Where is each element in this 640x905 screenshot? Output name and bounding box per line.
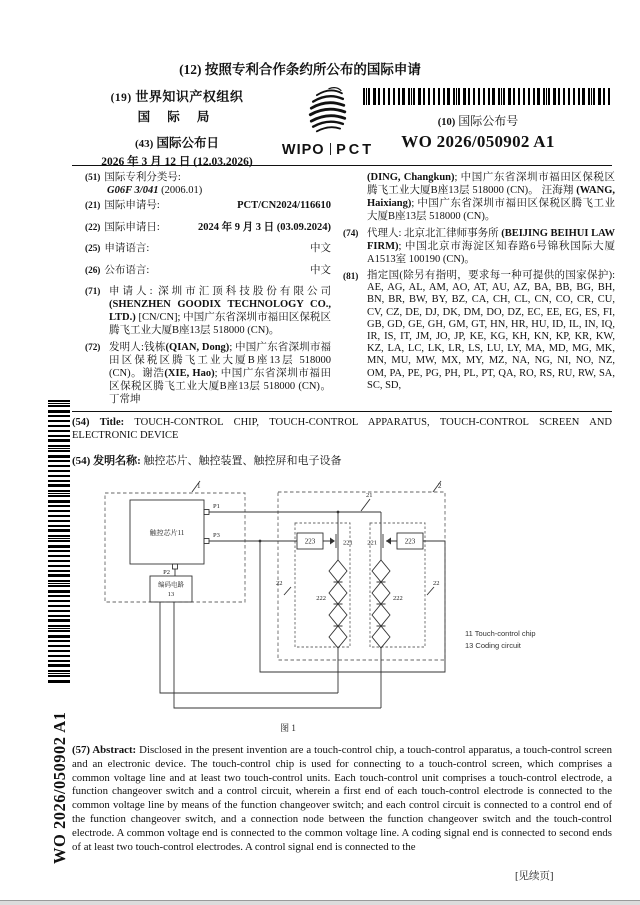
figure-1-diagram (100, 478, 590, 736)
abstract-text: Disclosed in the present invention are a touch-control chip, a touch-control apparatus, a touch-control screen and an electronic device. The touch-control chip is used for connecting to a touch-control screen, which comprises a common voltage line and at least two touch-control units. Each touch-control unit comprises a touch-control electrode, a function changeover switch and a control circuit, wherein a first end of each touch-control electrode is connected to the common voltage line by means of the function changeover switch; and each control circuit is connected to a control end of the function changeover switch, and a connection node between the function changeover switch and the touch-control electrode. A common voltage end is connected to the common voltage line. A coding signal end is connected to second ends of at least two touch-control electrodes. A control signal end is connected to the (72, 744, 612, 853)
leader-ref-22-left (284, 587, 291, 595)
agent-address: ; 中国北京市海淀区知春路6号锦秋国际大厦A1513室 100190 (CN)。 (367, 241, 615, 265)
title-zh-text: 触控芯片、触控装置、触控屏和电子设备 (143, 455, 342, 467)
designated-states-list: 指定国(除另有指明，要求每一种可提供的国家保护): AE, AG, AL, AM, AO, AT, AU, AZ, BA, BB, BG, BH, BN, BR, BW, BY, BZ, CA, CH, CL, CN, CO, CR, CU, CV, CZ, DE, DJ, DK, DM, DO, DZ, EC, EE, EG, ES, FI, GB, GD, GE, GH, GM, GT, HN, HR, HU, ID, IL, IN, IQ, IR, IS, IT, JM, JO, JP, KE, KG, KH, KN, KP, KR, KW, KZ, LA, LC, LK, LR, LS, LU, LY, MA, MD, MG, MK, MN, MU, MW, MX, MY, MZ, NA, NG, NI, NO, NZ, OM, PA, PE, PG, PH, PL, PT, QA, RO, RS, RU, RW, SA, SC, SD, (367, 270, 615, 391)
field-26-publication-language (85, 264, 331, 277)
inventor-3-address: ; 中国广东省深圳市福田区保税区腾飞工业大厦B座13层 518000 (CN)。 汪海翔 (367, 172, 615, 196)
field-19-label: (19) (110, 92, 132, 104)
applicant-text: 申请人: 深圳市汇顶科技股份有限公司 (109, 286, 331, 297)
filing-language: 中文 (310, 243, 331, 254)
biblio-right-column (343, 171, 615, 396)
title-en-text: TOUCH-CONTROL CHIP, TOUCH-CONTROL APPARATUS, TOUCH-CONTROL SCREEN AND ELECTRONIC DEVICE (72, 417, 612, 441)
field-22-filing-date (85, 221, 331, 234)
publication-number-block (352, 112, 604, 152)
continuation-note: [见续页] (515, 871, 554, 882)
title-chinese (72, 452, 612, 468)
field-51-classification (85, 171, 331, 197)
coding-output-lines (160, 602, 381, 708)
field-25-title: 申请语言: (104, 243, 150, 254)
transistor-1-arrow (330, 538, 335, 545)
side-publication-number: WO 2026/050902 A1 (50, 711, 69, 864)
publication-date: 2026 年 3 月 12 日 (12.03.2026) (101, 156, 253, 168)
publication-date-title-text: 国际公布日 (156, 136, 219, 150)
publication-number-title-text: 国际公布号 (458, 114, 519, 128)
publication-number-title (352, 112, 604, 129)
port-p2-label: P2 (163, 569, 170, 576)
field-81-designated-states (343, 270, 615, 392)
field-81-label: (81) (343, 271, 359, 281)
ref-22-left: 22 (276, 580, 283, 587)
inventor-4-en: (WANG, Haixiang) (367, 185, 615, 209)
org-name (88, 86, 266, 105)
agent-name-en: (BEIJING BEIHUI LAW FIRM) (367, 228, 616, 252)
ref-22-right: 22 (433, 580, 440, 587)
field-43-label: (43) (135, 138, 154, 150)
touch-unit-1-dashed-box (295, 523, 350, 647)
barcode (363, 88, 613, 105)
ref-221-right: 221 (367, 539, 377, 547)
junction-dot-control (259, 540, 262, 543)
logo-divider (330, 143, 332, 155)
ref-2: 2 (438, 482, 442, 490)
inventor-4-address: ; 中国广东省深圳市福田区保税区腾飞工业大厦B座13层 518000 (CN)。 (367, 198, 615, 222)
field-26-title: 公布语言: (104, 264, 150, 276)
coding-circuit-box (150, 576, 192, 602)
applicant-address: [CN/CN]; 中国广东省深圳市福田区保税区腾飞工业大厦B座13层 518000 (CN)。 (109, 312, 331, 336)
ref-223-right: 223 (404, 537, 416, 546)
chip-box-label: 触控芯片11 (149, 529, 185, 537)
field-71-label: (71) (85, 286, 101, 296)
electrode-bottom-lines (338, 648, 381, 708)
ipc-code: G06F 3/041 (107, 185, 159, 196)
field-51-title: 国际专利分类号: (104, 172, 181, 183)
field-26-label: (26) (85, 264, 101, 275)
ipc-version: (2006.01) (158, 185, 203, 196)
field-71-applicant (85, 285, 331, 337)
field-25-label: (25) (85, 243, 101, 253)
ref-223-left: 223 (304, 537, 316, 546)
inventor-2-address: ; 中国广东省深圳市福田区保税区腾飞工业大厦B座13层 518000 (CN)。 丁常坤 (109, 368, 331, 405)
legend-coding-circuit: 13 Coding circuit (465, 641, 521, 650)
abstract-label: (57) Abstract: (72, 744, 137, 756)
inventor-2-en: (XIE, Hao) (164, 368, 215, 379)
ref-222-left: 222 (316, 595, 326, 602)
international-bureau: 国 际 局 (137, 110, 217, 124)
publication-date-title (88, 133, 266, 151)
port-p2-terminal (173, 564, 178, 569)
org-name-text: 世界知识产权组织 (135, 89, 244, 104)
application-number: PCT/CN2024/116610 (237, 200, 331, 211)
wipo-org-block (88, 86, 266, 169)
field-74-label: (74) (343, 228, 359, 238)
coding-box-label: 编码电路 (158, 581, 184, 589)
port-p3-terminal (204, 539, 209, 544)
filing-date: 2024 年 9 月 3 日 (03.09.2024) (198, 221, 331, 233)
transistor-2-arrow (386, 538, 391, 545)
inventor-1: 发明人:钱栋 (109, 342, 166, 353)
port-p1-terminal (204, 510, 209, 515)
field-72-label: (72) (85, 342, 101, 352)
field-21-label: (21) (85, 200, 101, 210)
legend-touch-chip: 11 Touch-control chip (465, 629, 536, 638)
figure-caption: 图 1 (280, 723, 296, 733)
electrode-2-ticks (377, 582, 386, 626)
field-22-title: 国际申请日: (104, 221, 160, 233)
control-signal-loop (260, 541, 445, 672)
field-10-label: (10) (437, 117, 456, 128)
separator-rule-top (72, 165, 612, 166)
field-72-inventors (85, 341, 331, 406)
electrode-1-ticks (334, 582, 343, 626)
port-p1-label: P1 (213, 503, 220, 510)
publication-language: 中文 (310, 264, 331, 276)
ref-222-right: 222 (393, 595, 403, 602)
ref-221-left: 221 (343, 539, 353, 547)
document-kind-heading: (12) 按照专利合作条约所公布的国际申请 (179, 62, 421, 77)
leader-ref-22-right (427, 587, 434, 595)
inventor-1-address: ; 中国广东省深圳市福田区保税区腾飞工业大厦B座13层 518000 (CN)。谢浩 (109, 342, 332, 379)
switch-channel-lines (338, 512, 381, 560)
wipo-globe-icon (299, 84, 357, 136)
side-barcode (48, 400, 70, 683)
biblio-left-column (85, 171, 331, 410)
touch-screen-dashed-box (278, 492, 445, 660)
ref-21: 21 (366, 492, 373, 499)
field-74-agent (343, 227, 615, 266)
publication-number: WO 2026/050902 A1 (401, 132, 555, 151)
title-english (72, 417, 612, 443)
port-p3-label: P3 (213, 532, 220, 539)
field-72-inventors-continued (343, 171, 615, 223)
title-en-label: (54) Title: (72, 417, 125, 428)
ref-1: 1 (197, 482, 201, 490)
abstract-section (72, 744, 612, 854)
field-51-label: (51) (85, 172, 101, 182)
field-21-application-number (85, 199, 331, 212)
page-bottom-edge (0, 900, 640, 905)
inventor-1-en: (QIAN, Dong) (165, 342, 230, 353)
title-zh-label: (54) 发明名称: (72, 455, 141, 467)
inventor-3-en: (DING, Changkun) (367, 172, 455, 183)
wipo-wordmark: WIPO (281, 142, 325, 158)
separator-rule-middle (72, 411, 612, 412)
field-21-title: 国际申请号: (104, 200, 160, 211)
junction-dot-top (337, 511, 340, 514)
applicant-name-en: (SHENZHEN GOODIX TECHNOLOGY CO., LTD.) (109, 299, 331, 323)
coding-box-ref: 13 (167, 591, 175, 598)
leader-ref-21 (361, 499, 370, 511)
field-25-filing-language (85, 242, 331, 255)
field-22-label: (22) (85, 221, 101, 232)
agent-name: 代理人: 北京北汇律师事务所 (367, 228, 502, 239)
pct-wordmark: PCT (336, 142, 375, 158)
